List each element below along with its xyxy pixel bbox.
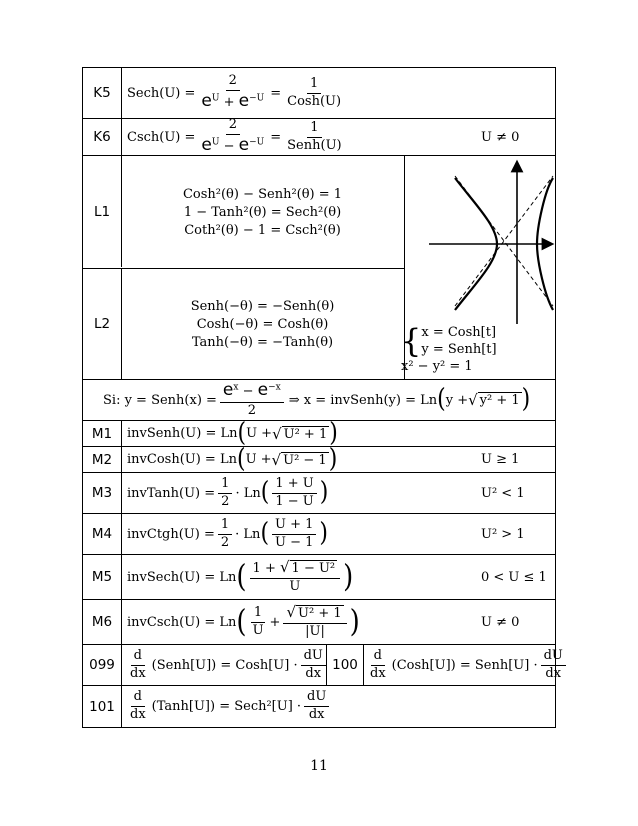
row-code: 100 — [327, 645, 364, 685]
row-m6 — [82, 599, 556, 645]
condition: U ≠ 0 — [481, 614, 520, 630]
divider — [121, 268, 404, 269]
row-code: M5 — [83, 555, 122, 599]
fraction: $\frac{2}{e^U + e^{-U}}$ — [201, 73, 265, 112]
fraction: $\frac{dU}{dx}$ — [304, 690, 329, 723]
row-code: M3 — [83, 473, 122, 513]
brace-icon: { — [401, 322, 422, 360]
row-code: K6 — [83, 119, 122, 155]
condition: U² < 1 — [481, 485, 525, 501]
row-101 — [82, 685, 556, 728]
fraction: $\frac{1}{2}$ — [218, 518, 232, 551]
fraction: $\frac{\text{1 + √ 1 − U²}}{U}$ — [250, 559, 341, 595]
row-m2 — [82, 443, 556, 474]
fraction: $\frac{d}{dx}$ — [130, 647, 146, 681]
row-si — [82, 379, 556, 421]
condition: U ≥ 1 — [481, 452, 520, 467]
formula-inverse-derivation: Si: y = Senh(x) = $\frac{e^x - e^{-x}}{2}$ ⇒ x = invSenh(y) = Ln ( y + √ y² + 1 ) — [103, 380, 531, 418]
row-code: 099 — [83, 645, 122, 685]
condition: U ≠ 0 — [481, 129, 520, 145]
row-code: K5 — [83, 68, 122, 118]
row-code: M1 — [83, 421, 122, 446]
formula-sech: Sech(U) = $\frac{2}{e^U + e^{-U}}$ = $\frac{1}{\text{Cosh(U)}}$ — [127, 68, 347, 118]
row-k5 — [82, 67, 556, 119]
row-m5 — [82, 554, 556, 600]
fraction: $\frac{\text{√ U² + 1}}{|U|}$ — [283, 604, 346, 640]
formula-invtanh: invTanh(U) = $\frac{1}{2}$ · Ln ( $\frac{1 + U}{1 - U}$ ) — [127, 475, 329, 509]
fraction: $\frac{e^x - e^{-x}}{2}$ — [220, 381, 284, 418]
row-code: L2 — [83, 268, 122, 379]
formula-derivative-tanh: $\frac{d}{dx}$ (Tanh[U]) = Sech²[U] · $\frac{dU}{dx}$ — [127, 686, 332, 727]
fraction: $\frac{2}{e^U - e^{-U}}$ — [201, 117, 265, 156]
fraction: $\frac{dU}{dx}$ — [541, 649, 566, 682]
row-code: 101 — [83, 686, 122, 727]
row-code: L1 — [83, 156, 122, 267]
formula-derivative-cosh: $\frac{d}{dx}$ (Cosh[U]) = Senh[U] · $\frac{dU}{dx}$ — [367, 645, 569, 685]
pythagorean-identities: Cosh²(θ) − Senh²(θ) = 1 1 − Tanh²(θ) = Sech²(θ) Coth²(θ) − 1 = Csch²(θ) — [182, 187, 343, 238]
parametric-equations: { x = Cosh[t] y = Senh[t] x² − y² = 1 — [401, 322, 497, 374]
fraction: $\frac{1}{\text{Cosh(U)}}$ — [287, 75, 342, 109]
formula-invctgh: invCtgh(U) = $\frac{1}{2}$ · Ln ( $\frac{U + 1}{U - 1}$ ) — [127, 516, 329, 550]
formula-derivative-senh: $\frac{d}{dx}$ (Senh[U]) = Cosh[U] · $\frac{dU}{dx}$ — [127, 645, 329, 685]
row-m1 — [82, 417, 556, 448]
page-number: 11 — [310, 758, 328, 774]
row-k6 — [82, 118, 556, 156]
formula-invsenh: invSenh(U) = Ln ( U + √ U² + 1 ) — [127, 417, 338, 448]
formula-invsech: invSech(U) = Ln ( $\frac{\text{1 + √ 1 − U²}}{U}$ ) — [127, 558, 354, 595]
fraction: $\frac{d}{dx}$ — [370, 647, 386, 681]
fraction: $\frac{1 + U}{1 - U}$ — [272, 477, 316, 510]
condition: 0 < U ≤ 1 — [481, 569, 547, 585]
row-m3 — [82, 472, 556, 514]
fraction: $\frac{d}{dx}$ — [130, 689, 146, 722]
fraction: $\frac{dU}{dx}$ — [301, 649, 326, 682]
formula-invcsch: invCsch(U) = Ln ( $\frac{1}{U}$ + $\frac{\text{√ U² + 1}}{|U|}$ ) — [127, 603, 360, 640]
row-m4 — [82, 513, 556, 555]
parity-identities: Senh(−θ) = −Senh(θ) Cosh(−θ) = Cosh(θ) Tanh(−θ) = −Tanh(θ) — [190, 299, 335, 350]
identities-block — [82, 155, 556, 380]
condition: U² > 1 — [481, 526, 525, 542]
fraction: $\frac{1}{\text{Senh(U)}}$ — [287, 119, 342, 153]
fraction: $\frac{1}{U}$ — [252, 604, 264, 638]
formula-invcosh: invCosh(U) = Ln ( U + √ U² − 1 ) — [127, 443, 338, 474]
row-099-100 — [82, 644, 563, 686]
fraction: $\frac{1}{2}$ — [218, 477, 232, 510]
row-code: M6 — [83, 600, 122, 644]
formula-csch: Csch(U) = $\frac{2}{e^U - e^{-U}}$ = $\frac{1}{\text{Senh(U)}}$ — [127, 119, 348, 155]
fraction: $\frac{U + 1}{U - 1}$ — [272, 518, 316, 551]
row-code: M4 — [83, 514, 122, 554]
row-code: M2 — [83, 447, 122, 472]
